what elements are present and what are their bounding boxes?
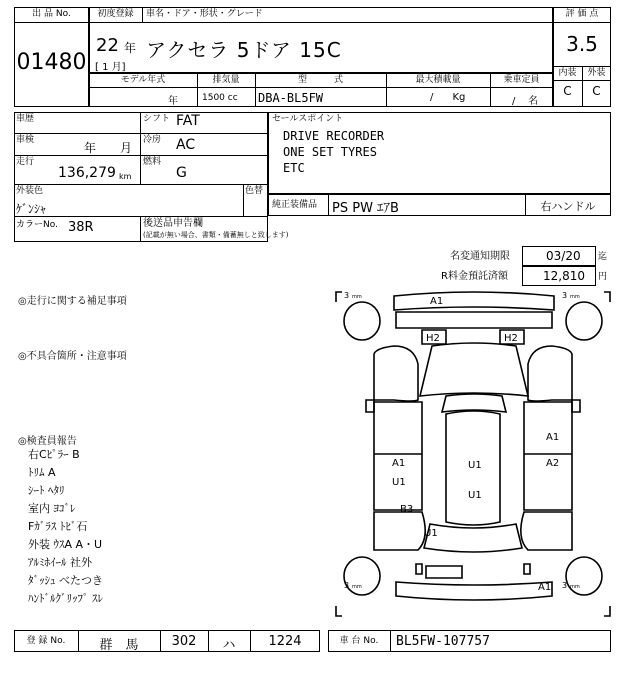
exterior-label: 外装 [587, 68, 606, 78]
first-reg-label: 初度登録 [97, 9, 134, 19]
car-damage-diagram [334, 288, 612, 620]
name-label: 車名・ドア・形状・グレード [146, 9, 263, 19]
defect-notes-title: ◎不具合箇所・注意事項 [18, 351, 127, 362]
registration-number: 1224 [268, 634, 302, 649]
registration-kana: ハ [222, 638, 236, 653]
equipment-label: 純正装備品 [272, 200, 318, 210]
tire-mark-rr: 3 [562, 581, 568, 590]
color-value: ｹﾞﾝｼｬ [16, 202, 47, 216]
divider [89, 87, 553, 88]
aftermarket-note: (記載が無い場合、書類・備蓄無しと致します) [143, 231, 289, 239]
sales-point-line: DRIVE RECORDER [283, 129, 385, 143]
color-no-label: カラーNo. [16, 220, 58, 230]
inspector-report-title: ◎検査員報告 [18, 436, 77, 447]
change-deadline-unit: 迄 [598, 252, 608, 262]
tire-mark-unit: mm [570, 294, 580, 300]
max-load-label: 最大積載量 [415, 75, 461, 85]
divider [14, 22, 89, 23]
inspector-line: Fｶﾞﾗｽ ﾄﾋﾞ石 [28, 520, 88, 533]
color-label: 外装色 [16, 186, 44, 196]
mileage-unit: km [119, 172, 132, 181]
lot-label: 出 品 No. [32, 9, 71, 19]
chassis-number: BL5FW-107757 [396, 634, 490, 649]
score-value: 3.5 [566, 32, 598, 56]
sales-point-line: ETC [283, 161, 305, 175]
max-load: / Kg [430, 92, 466, 103]
inspector-line: 室内 ﾖｺﾞﾚ [28, 502, 76, 515]
registration-label: 登 録 No. [26, 636, 66, 646]
shift-value: FAT [176, 113, 200, 129]
fuel-label: 燃料 [143, 157, 162, 167]
damage-code: U1 [392, 477, 406, 488]
score-label: 評 価 点 [565, 9, 599, 19]
mileage-value: 136,279 [58, 165, 116, 181]
damage-code: A1 [546, 432, 560, 443]
recycle-label: R料金預託済額 [441, 271, 508, 282]
inspection-value: 年 月 [84, 141, 133, 155]
shift-label: シフト [143, 114, 171, 124]
damage-code: A1 [430, 296, 444, 307]
inspector-line: 右Cﾋﾟﾗｰ B [28, 448, 80, 461]
tire-mark-unit: mm [352, 294, 362, 300]
divider [89, 22, 553, 23]
divider [142, 7, 143, 22]
interior-label: 内装 [558, 68, 577, 78]
inspector-line: ｼｰﾄ ﾍﾀﾘ [28, 484, 65, 497]
divider [390, 630, 391, 652]
inspector-line: ｱﾙﾐﾎｲｰﾙ 社外 [28, 556, 92, 569]
car-name: アクセラ 5ドア 15C [146, 38, 342, 62]
divider [243, 184, 244, 216]
tire-mark-unit: mm [570, 584, 580, 590]
first-reg-month: [ 1 月] [95, 62, 126, 73]
divider [553, 22, 611, 23]
sales-point-line: ONE SET TYRES [283, 145, 377, 159]
sales-points-label: セールスポイント [272, 114, 344, 124]
divider [14, 184, 268, 185]
ac-label: 冷房 [143, 135, 162, 145]
divider [140, 112, 141, 184]
recycle-unit: 円 [598, 272, 608, 282]
damage-code: H2 [426, 333, 440, 344]
registration-class: 302 [171, 634, 197, 649]
damage-code: B3 [400, 504, 414, 515]
type-label: 型 式 [297, 75, 343, 85]
divider [14, 155, 268, 156]
driving-notes-title: ◎走行に関する補足事項 [18, 296, 127, 307]
aftermarket-label: 後送品申告欄 [143, 218, 203, 229]
model-code: DBA-BL5FW [258, 91, 324, 105]
damage-code: U1 [468, 460, 482, 471]
damage-code: A1 [392, 458, 406, 469]
history-label: 車歴 [16, 114, 35, 124]
capacity: / 名 [512, 96, 539, 107]
tire-mark-unit: mm [352, 584, 362, 590]
inspection-label: 車検 [16, 135, 35, 145]
divider [328, 194, 329, 216]
model-year-unit: 年 [168, 96, 178, 107]
color-no-value: 38R [68, 220, 94, 235]
tire-mark-fr: 3 [562, 291, 568, 300]
chassis-label: 車 台 No. [339, 636, 379, 646]
divider [14, 216, 268, 217]
change-deadline-label: 名変通知期限 [450, 251, 510, 262]
displacement: 1500 cc [202, 93, 238, 103]
fuel-value: G [176, 165, 187, 181]
equipment-value: PS PW ｴｱB [332, 201, 399, 216]
inspector-line: 外装 ｳｽA A・U [28, 538, 103, 551]
inspector-line: ﾀﾞｯｼｭ べたつき [28, 574, 103, 587]
tire-mark-fl: 3 [344, 291, 350, 300]
displacement-label: 排気量 [212, 75, 240, 85]
repaint-label: 色替 [245, 186, 264, 196]
year-unit: 年 [124, 41, 137, 55]
registration-area: 群 馬 [99, 638, 139, 653]
recycle-value: 12,810 [543, 269, 585, 283]
capacity-label: 乗車定員 [503, 75, 540, 85]
first-reg-year: 22 [96, 35, 119, 56]
inspector-line: ﾄﾘﾑ A [28, 466, 56, 479]
steering-value: 右ハンドル [540, 200, 596, 213]
tire-mark-rl: 3 [344, 581, 350, 590]
divider [14, 133, 268, 134]
damage-code: A1 [538, 582, 552, 593]
model-year-label: モデル年式 [120, 75, 166, 85]
inspector-line: ﾊﾝﾄﾞﾙｸﾞﾘｯﾌﾟ ｽﾚ [28, 592, 103, 605]
interior-grade: C [563, 84, 572, 98]
mileage-label: 走行 [16, 157, 35, 167]
damage-code: U1 [424, 528, 438, 539]
damage-code: H2 [504, 333, 518, 344]
divider [140, 216, 141, 242]
ac-value: AC [176, 137, 196, 153]
damage-code: U1 [468, 490, 482, 501]
exterior-grade: C [592, 84, 601, 98]
damage-code: A2 [546, 458, 560, 469]
lot-number: 01480 [16, 50, 87, 75]
change-deadline-value: 03/20 [546, 249, 581, 263]
